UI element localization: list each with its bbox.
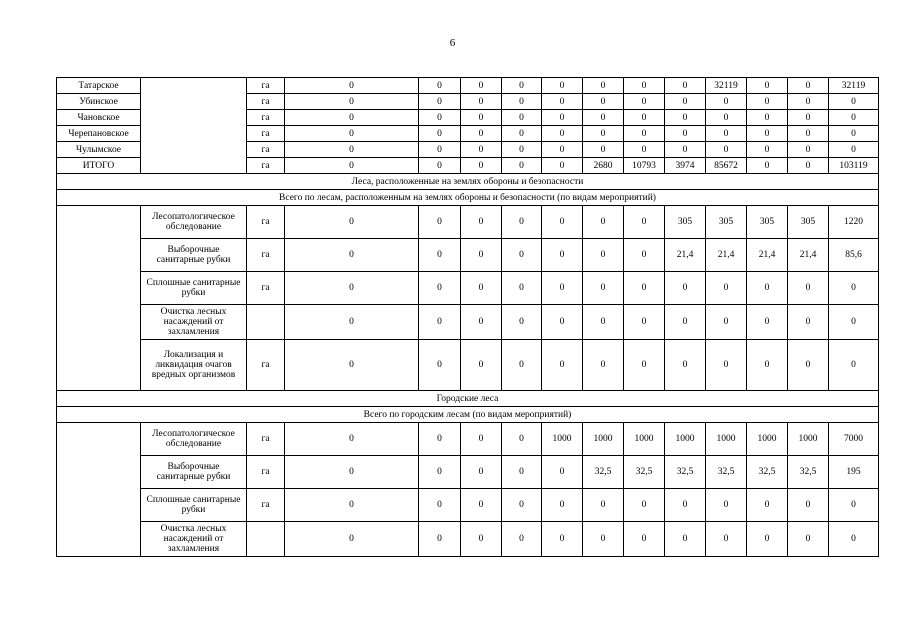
unit-cell bbox=[247, 522, 285, 557]
value-cell: 1000 bbox=[706, 423, 747, 456]
value-cell: 0 bbox=[788, 340, 829, 391]
value-cell: 7000 bbox=[829, 423, 879, 456]
measure-name: Очистка лесных насаждений от захламления bbox=[141, 522, 247, 557]
value-cell: 0 bbox=[747, 305, 788, 340]
value-cell: 0 bbox=[788, 110, 829, 126]
page-number: 6 bbox=[449, 37, 456, 49]
table-row bbox=[57, 423, 879, 456]
unit-cell: га bbox=[247, 423, 285, 456]
value-cell: 0 bbox=[665, 305, 706, 340]
value-cell: 32,5 bbox=[747, 456, 788, 489]
unit-cell: га bbox=[247, 94, 285, 110]
value-cell: 0 bbox=[829, 272, 879, 305]
value-cell: 0 bbox=[624, 272, 665, 305]
value-cell: 0 bbox=[829, 489, 879, 522]
value-cell: 0 bbox=[665, 142, 706, 158]
value-cell: 0 bbox=[502, 94, 542, 110]
table-row bbox=[57, 489, 879, 522]
value-cell: 0 bbox=[461, 272, 502, 305]
section-header-row bbox=[57, 391, 879, 407]
value-cell: 103119 bbox=[829, 158, 879, 174]
value-cell: 21,4 bbox=[747, 239, 788, 272]
measure-name: Лесопатологическое обследование bbox=[141, 206, 247, 239]
unit-cell: га bbox=[247, 456, 285, 489]
value-cell: 0 bbox=[583, 305, 624, 340]
value-cell: 0 bbox=[285, 522, 419, 557]
value-cell: 0 bbox=[419, 456, 461, 489]
value-cell: 0 bbox=[285, 94, 419, 110]
value-cell: 0 bbox=[461, 142, 502, 158]
table-row bbox=[57, 456, 879, 489]
value-cell: 0 bbox=[542, 239, 583, 272]
value-cell: 0 bbox=[461, 110, 502, 126]
unit-cell bbox=[247, 305, 285, 340]
value-cell: 0 bbox=[624, 126, 665, 142]
unit-cell: га bbox=[247, 126, 285, 142]
value-cell: 0 bbox=[788, 158, 829, 174]
value-cell: 0 bbox=[788, 94, 829, 110]
measure-name: Сплошные санитарные рубки bbox=[141, 272, 247, 305]
measure-name: Очистка лесных насаждений от захламления bbox=[141, 305, 247, 340]
value-cell: 0 bbox=[419, 423, 461, 456]
value-cell: 0 bbox=[829, 142, 879, 158]
district-name: Убинское bbox=[57, 94, 141, 110]
value-cell: 0 bbox=[502, 456, 542, 489]
value-cell: 85,6 bbox=[829, 239, 879, 272]
district-name: Чановское bbox=[57, 110, 141, 126]
value-cell: 32119 bbox=[706, 78, 747, 94]
value-cell: 0 bbox=[706, 126, 747, 142]
value-cell: 0 bbox=[583, 142, 624, 158]
value-cell: 0 bbox=[583, 239, 624, 272]
value-cell: 0 bbox=[788, 305, 829, 340]
value-cell: 0 bbox=[665, 78, 706, 94]
value-cell: 1000 bbox=[542, 423, 583, 456]
blank-cell bbox=[141, 78, 247, 174]
value-cell: 0 bbox=[624, 489, 665, 522]
unit-cell: га bbox=[247, 489, 285, 522]
value-cell: 0 bbox=[788, 78, 829, 94]
value-cell: 0 bbox=[747, 489, 788, 522]
value-cell: 0 bbox=[461, 239, 502, 272]
value-cell: 0 bbox=[788, 522, 829, 557]
value-cell: 0 bbox=[461, 456, 502, 489]
value-cell: 0 bbox=[583, 272, 624, 305]
unit-cell: га bbox=[247, 206, 285, 239]
unit-cell: га bbox=[247, 340, 285, 391]
district-name: Чулымское bbox=[57, 142, 141, 158]
unit-cell: га bbox=[247, 272, 285, 305]
value-cell: 0 bbox=[788, 142, 829, 158]
value-cell: 0 bbox=[747, 110, 788, 126]
value-cell: 0 bbox=[502, 423, 542, 456]
value-cell: 0 bbox=[665, 110, 706, 126]
value-cell: 0 bbox=[542, 305, 583, 340]
value-cell: 0 bbox=[747, 78, 788, 94]
value-cell: 0 bbox=[461, 78, 502, 94]
value-cell: 0 bbox=[285, 340, 419, 391]
value-cell: 0 bbox=[583, 110, 624, 126]
value-cell: 21,4 bbox=[706, 239, 747, 272]
value-cell: 0 bbox=[419, 489, 461, 522]
value-cell: 0 bbox=[624, 340, 665, 391]
value-cell: 0 bbox=[419, 206, 461, 239]
value-cell: 195 bbox=[829, 456, 879, 489]
value-cell: 0 bbox=[285, 126, 419, 142]
value-cell: 0 bbox=[788, 126, 829, 142]
table-row bbox=[57, 239, 879, 272]
measure-name: Лесопатологическое обследование bbox=[141, 423, 247, 456]
value-cell: 0 bbox=[542, 272, 583, 305]
value-cell: 0 bbox=[624, 305, 665, 340]
value-cell: 21,4 bbox=[788, 239, 829, 272]
value-cell: 0 bbox=[542, 340, 583, 391]
value-cell: 0 bbox=[419, 78, 461, 94]
value-cell: 0 bbox=[829, 94, 879, 110]
unit-cell: га bbox=[247, 142, 285, 158]
value-cell: 0 bbox=[419, 272, 461, 305]
value-cell: 0 bbox=[747, 522, 788, 557]
value-cell: 0 bbox=[419, 126, 461, 142]
value-cell: 0 bbox=[542, 489, 583, 522]
value-cell: 0 bbox=[502, 272, 542, 305]
value-cell: 32,5 bbox=[665, 456, 706, 489]
value-cell: 0 bbox=[502, 340, 542, 391]
value-cell: 0 bbox=[665, 522, 706, 557]
blank-cell bbox=[57, 423, 141, 557]
value-cell: 0 bbox=[665, 340, 706, 391]
section-header: Леса, расположенные на землях обороны и безопасности bbox=[57, 174, 879, 190]
value-cell: 0 bbox=[461, 423, 502, 456]
value-cell: 0 bbox=[747, 158, 788, 174]
table-row bbox=[57, 272, 879, 305]
value-cell: 0 bbox=[624, 142, 665, 158]
value-cell: 0 bbox=[706, 142, 747, 158]
forest-measures-table bbox=[56, 77, 879, 557]
value-cell: 0 bbox=[285, 305, 419, 340]
value-cell: 0 bbox=[706, 305, 747, 340]
value-cell: 0 bbox=[461, 305, 502, 340]
value-cell: 0 bbox=[624, 206, 665, 239]
table-row bbox=[57, 206, 879, 239]
measure-name: Выборочные санитарные рубки bbox=[141, 456, 247, 489]
value-cell: 0 bbox=[419, 110, 461, 126]
value-cell: 0 bbox=[829, 126, 879, 142]
value-cell: 0 bbox=[583, 78, 624, 94]
district-name: Черепановское bbox=[57, 126, 141, 142]
value-cell: 0 bbox=[285, 489, 419, 522]
table-row bbox=[57, 305, 879, 340]
value-cell: 0 bbox=[419, 158, 461, 174]
blank-cell bbox=[57, 206, 141, 391]
value-cell: 0 bbox=[461, 126, 502, 142]
value-cell: 0 bbox=[706, 340, 747, 391]
value-cell: 0 bbox=[665, 126, 706, 142]
value-cell: 0 bbox=[583, 340, 624, 391]
value-cell: 0 bbox=[285, 78, 419, 94]
value-cell: 10793 bbox=[624, 158, 665, 174]
value-cell: 0 bbox=[747, 126, 788, 142]
value-cell: 0 bbox=[285, 423, 419, 456]
value-cell: 0 bbox=[285, 456, 419, 489]
value-cell: 0 bbox=[419, 522, 461, 557]
value-cell: 0 bbox=[665, 489, 706, 522]
value-cell: 0 bbox=[461, 94, 502, 110]
section-header: Городские леса bbox=[57, 391, 879, 407]
section-subheader: Всего по городским лесам (по видам мероприятий) bbox=[57, 407, 879, 423]
value-cell: 0 bbox=[542, 522, 583, 557]
value-cell: 0 bbox=[502, 206, 542, 239]
value-cell: 0 bbox=[502, 126, 542, 142]
value-cell: 0 bbox=[583, 94, 624, 110]
value-cell: 0 bbox=[419, 305, 461, 340]
measure-name: Сплошные санитарные рубки bbox=[141, 489, 247, 522]
value-cell: 0 bbox=[747, 142, 788, 158]
value-cell: 0 bbox=[583, 126, 624, 142]
value-cell: 0 bbox=[624, 522, 665, 557]
value-cell: 0 bbox=[285, 239, 419, 272]
value-cell: 0 bbox=[788, 272, 829, 305]
value-cell: 0 bbox=[461, 158, 502, 174]
value-cell: 32,5 bbox=[583, 456, 624, 489]
measure-name: Локализация и ликвидация очагов вредных организмов bbox=[141, 340, 247, 391]
value-cell: 0 bbox=[788, 489, 829, 522]
value-cell: 0 bbox=[542, 158, 583, 174]
value-cell: 0 bbox=[665, 94, 706, 110]
value-cell: 32,5 bbox=[706, 456, 747, 489]
district-name: ИТОГО bbox=[57, 158, 141, 174]
unit-cell: га bbox=[247, 110, 285, 126]
value-cell: 0 bbox=[665, 272, 706, 305]
value-cell: 0 bbox=[285, 110, 419, 126]
district-name: Татарское bbox=[57, 78, 141, 94]
value-cell: 0 bbox=[583, 522, 624, 557]
value-cell: 0 bbox=[419, 142, 461, 158]
section-header-row bbox=[57, 174, 879, 190]
value-cell: 305 bbox=[788, 206, 829, 239]
value-cell: 0 bbox=[285, 158, 419, 174]
value-cell: 1000 bbox=[624, 423, 665, 456]
table-row bbox=[57, 522, 879, 557]
unit-cell: га bbox=[247, 239, 285, 272]
unit-cell: га bbox=[247, 78, 285, 94]
value-cell: 0 bbox=[747, 272, 788, 305]
value-cell: 0 bbox=[285, 272, 419, 305]
value-cell: 0 bbox=[542, 94, 583, 110]
value-cell: 1000 bbox=[788, 423, 829, 456]
value-cell: 0 bbox=[419, 94, 461, 110]
value-cell: 0 bbox=[624, 110, 665, 126]
section-subheader-row bbox=[57, 407, 879, 423]
value-cell: 0 bbox=[624, 239, 665, 272]
value-cell: 0 bbox=[624, 94, 665, 110]
value-cell: 0 bbox=[502, 142, 542, 158]
value-cell: 0 bbox=[502, 489, 542, 522]
value-cell: 0 bbox=[747, 94, 788, 110]
value-cell: 0 bbox=[706, 94, 747, 110]
value-cell: 0 bbox=[706, 489, 747, 522]
value-cell: 0 bbox=[502, 239, 542, 272]
section-subheader-row bbox=[57, 190, 879, 206]
value-cell: 0 bbox=[285, 206, 419, 239]
value-cell: 0 bbox=[461, 489, 502, 522]
value-cell: 0 bbox=[583, 489, 624, 522]
value-cell: 1000 bbox=[583, 423, 624, 456]
value-cell: 32,5 bbox=[624, 456, 665, 489]
value-cell: 85672 bbox=[706, 158, 747, 174]
value-cell: 0 bbox=[461, 340, 502, 391]
value-cell: 0 bbox=[542, 78, 583, 94]
section-subheader: Всего по лесам, расположенным на землях обороны и безопасности (по видам мероприятий) bbox=[57, 190, 879, 206]
value-cell: 0 bbox=[542, 110, 583, 126]
value-cell: 0 bbox=[419, 239, 461, 272]
value-cell: 3974 bbox=[665, 158, 706, 174]
value-cell: 0 bbox=[829, 340, 879, 391]
value-cell: 1220 bbox=[829, 206, 879, 239]
value-cell: 0 bbox=[285, 142, 419, 158]
value-cell: 0 bbox=[502, 110, 542, 126]
unit-cell: га bbox=[247, 158, 285, 174]
value-cell: 1000 bbox=[747, 423, 788, 456]
value-cell: 2680 bbox=[583, 158, 624, 174]
value-cell: 0 bbox=[706, 272, 747, 305]
value-cell: 0 bbox=[502, 158, 542, 174]
value-cell: 305 bbox=[706, 206, 747, 239]
value-cell: 0 bbox=[542, 126, 583, 142]
value-cell: 0 bbox=[583, 206, 624, 239]
value-cell: 0 bbox=[624, 78, 665, 94]
value-cell: 0 bbox=[829, 110, 879, 126]
value-cell: 0 bbox=[461, 206, 502, 239]
value-cell: 305 bbox=[665, 206, 706, 239]
value-cell: 0 bbox=[542, 206, 583, 239]
value-cell: 0 bbox=[747, 340, 788, 391]
measure-name: Выборочные санитарные рубки bbox=[141, 239, 247, 272]
value-cell: 0 bbox=[542, 456, 583, 489]
table-row bbox=[57, 340, 879, 391]
value-cell: 0 bbox=[706, 522, 747, 557]
value-cell: 32,5 bbox=[788, 456, 829, 489]
value-cell: 32119 bbox=[829, 78, 879, 94]
value-cell: 0 bbox=[829, 522, 879, 557]
table-row bbox=[57, 78, 879, 94]
value-cell: 0 bbox=[502, 305, 542, 340]
value-cell: 0 bbox=[419, 340, 461, 391]
value-cell: 0 bbox=[706, 110, 747, 126]
value-cell: 0 bbox=[542, 142, 583, 158]
value-cell: 1000 bbox=[665, 423, 706, 456]
value-cell: 305 bbox=[747, 206, 788, 239]
value-cell: 0 bbox=[461, 522, 502, 557]
value-cell: 0 bbox=[502, 78, 542, 94]
value-cell: 21,4 bbox=[665, 239, 706, 272]
value-cell: 0 bbox=[502, 522, 542, 557]
value-cell: 0 bbox=[829, 305, 879, 340]
